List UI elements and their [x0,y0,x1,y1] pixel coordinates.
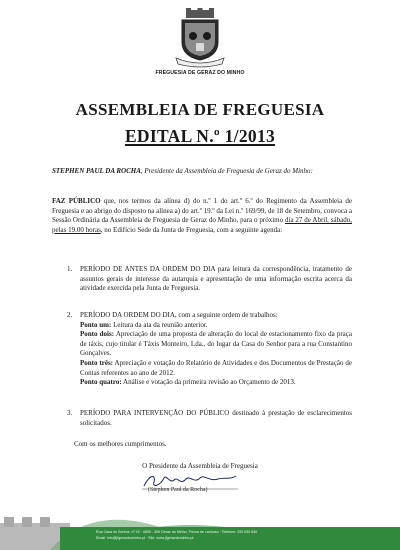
signature-name: (Stephen Paul da Rocha) [148,487,208,493]
footer-contact: Email: info@jfgerazdominho.pt · Site: www.jfgerazdominho.pt [96,536,194,540]
president-name: STEPHEN PAUL DA ROCHA [52,167,141,175]
agenda-item-1: 1. PERÍODO DE ANTES DA ORDEM DO DIA para leitura da correspondência, tratamento de assuntos gerais de interesse da autarquia e apresentação de uma informação escrita acerca da atividade exercida pela Junta de Freguesia. [67,265,352,293]
agenda-point-3: Ponto três: Apreciação e votação do Relatório de Atividades e dos Documentos de Prestação de Contas referentes ao ano de 2012. [80,358,352,377]
document-title: ASSEMBLEIA DE FREGUESIA [75,100,325,119]
parish-crest-logo [168,8,232,68]
announcement-paragraph: FAZ PÚBLICO que, nos termos da alínea d) do n.º 1 do art.º 6.º do Regimento da Assembleia de Freguesia e ao abrigo do disposto na alínea a) do art.º 19.º da Lei n.º 169/99, de 18 de Setembro, convoca a Sessão Ordinária da Assembleia de Freguesia de Geraz do Minho, para o próximo dia 27 de Abril, sábado, pelas 19.00 horas, no Edifício Sede da Junta de Freguesia, com a seguinte agenda: [52,197,353,234]
meeting-date: dia 27 de Abril, sábado, pelas 19.00 horas [52,216,352,234]
agenda-point-1: Ponto um: Leitura da ata da reunião anterior. [80,320,208,329]
edital-number: EDITAL N.º 1/2013 [124,126,276,146]
agenda-item-2: 2. PERÍODO DA ORDEM DO DIA, com a seguinte ordem de trabalhos: Ponto um: Leitura da ata da reunião anterior. Ponto dois: Apreciação de uma proposta de alteração do local de estacionamento fixo da praça de táxis, cujo titular é Táxis Monteiro, Lda., do lugar da Casa do Senhor para a rua Constantino Gonçalves. Ponto três: Apreciação e votação do Relatório de Atividades e dos Documentos de Prestação de Contas referentes ao ano de 2012. Ponto quatro: Análise e votação da primeira revisão ao Orçamento de 2013. [67,311,352,387]
announcement-lead: FAZ PÚBLICO [52,197,101,205]
footer-address: Rua Casa do Senhor, nº 43 · 4830 - 306 Geraz do Minho, Póvoa de Lanhoso · Telefone: 253 635 840 [96,530,258,534]
agenda-point-4: Ponto quatro: Análise e votação da primeira revisão ao Orçamento de 2013. [80,378,296,387]
intro-text: , Presidente da Assembleia de Freguesia de Geraz do Minho: [140,167,313,175]
parish-name: FREGUESIA DE GERAZ DO MINHO [155,70,245,76]
president-title: O Presidente da Assembleia de Freguesia [142,462,258,470]
agenda-item-3: 3. PERÍODO PARA INTERVENÇÃO DO PÚBLICO destinado à prestação de esclarecimentos solicitados. [67,409,352,427]
intro-paragraph [52,164,352,179]
closing-line: Com os melhores cumprimentos. [74,440,167,448]
agenda-point-2: Ponto dois: Apreciação de uma proposta de alteração do local de estacionamento fixo da praça de táxis, cujo titular é Táxis Monteiro, Lda., do lugar da Casa do Senhor para a rua Constantino Gonçalves. [80,330,352,358]
